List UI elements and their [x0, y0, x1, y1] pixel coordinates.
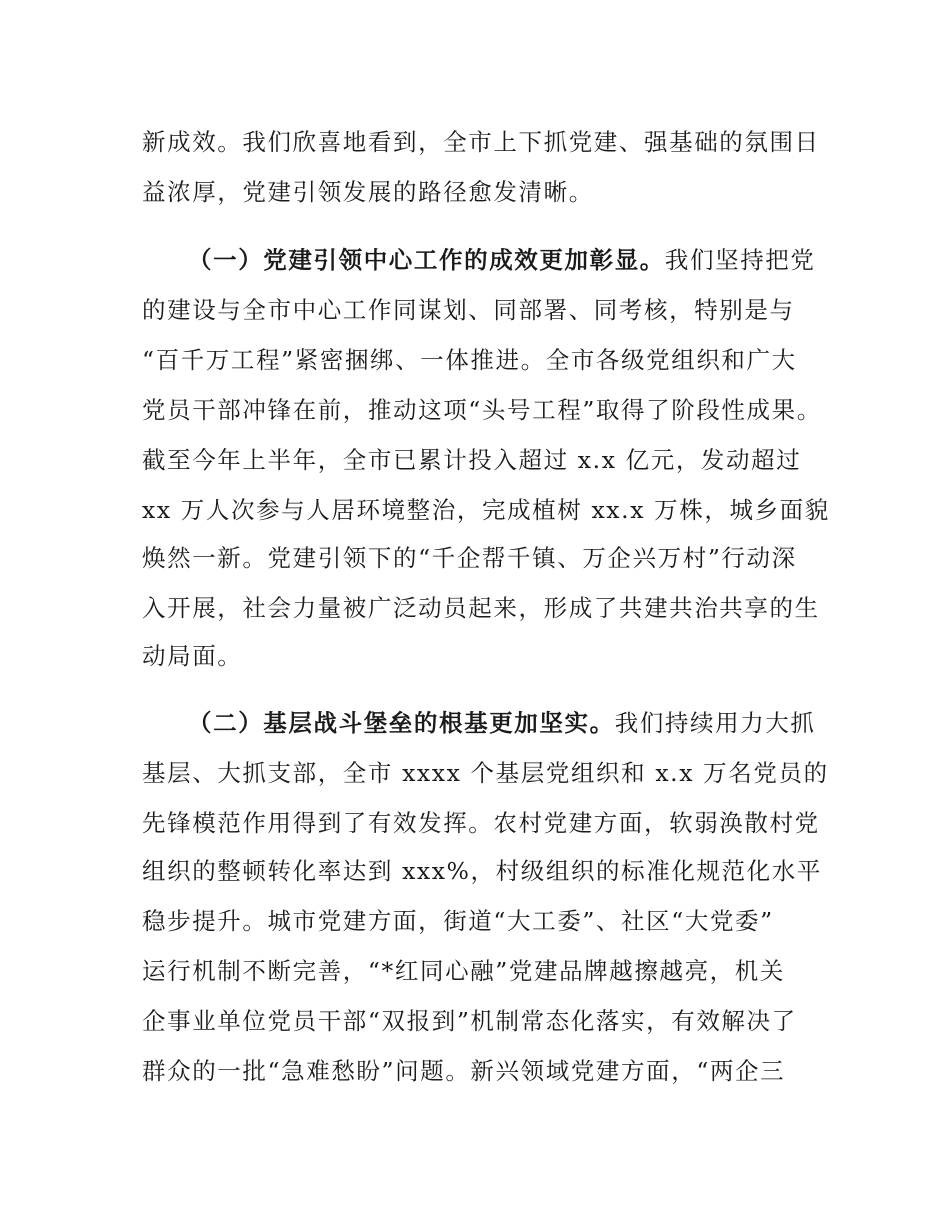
paragraph-text: 我们坚持把党 [664, 246, 816, 274]
text-line: 的建设与全市中心工作同谋划、同部署、同考核，特别是与 [142, 296, 795, 324]
text-line: 党员干部冲锋在前，推动这项“头号工程”取得了阶段性成果。 [142, 396, 822, 424]
paragraph-first-line [188, 240, 816, 280]
text-line: 入开展，社会力量被广泛动员起来，形成了共建共治共享的生 [142, 594, 820, 622]
text-line: 运行机制不断完善，“*红同心融”党建品牌越擦越亮，机关 [142, 957, 785, 985]
text-line: 焕然一新。党建引领下的“千企帮千镇、万企兴万村”行动深 [142, 544, 797, 572]
text-line: 益浓厚，党建引领发展的路径愈发清晰。 [142, 178, 594, 206]
text-line: 群众的一批“急难愁盼”问题。新兴领域党建方面，“两企三 [142, 1057, 786, 1085]
section-heading-2: （二）基层战斗堡垒的根基更加坚实。 [188, 709, 615, 737]
text-line: 新成效。我们欣喜地看到，全市上下抓党建、强基础的氛围日 [142, 128, 820, 156]
text-line: 组织的整顿转化率达到 xxx%，村级组织的标准化规范化水平 [142, 857, 822, 885]
text-line: 稳步提升。城市党建方面，街道“大工委”、社区“大党委” [142, 907, 774, 935]
paragraph-text: 我们持续用力大抓 [614, 709, 816, 737]
text-line: 动局面。 [142, 642, 243, 670]
text-line: 基层、大抓支部，全市 xxxx 个基层党组织和 x.x 万名党员的 [142, 759, 829, 787]
text-line: 截至今年上半年，全市已累计投入超过 x.x 亿元，发动超过 [142, 446, 802, 474]
text-line: “百千万工程”紧密捆绑、一体推进。全市各级党组织和广大 [142, 346, 797, 374]
text-line: xx 万人次参与人居环境整治，完成植树 xx.x 万株，城乡面貌 [142, 496, 830, 524]
paragraph-first-line [188, 703, 816, 743]
text-line: 先锋模范作用得到了有效发挥。农村党建方面，软弱涣散村党 [142, 809, 820, 837]
section-heading-1: （一）党建引领中心工作的成效更加彰显。 [188, 246, 665, 274]
text-line: 企事业单位党员干部“双报到”机制常态化落实，有效解决了 [142, 1007, 797, 1035]
